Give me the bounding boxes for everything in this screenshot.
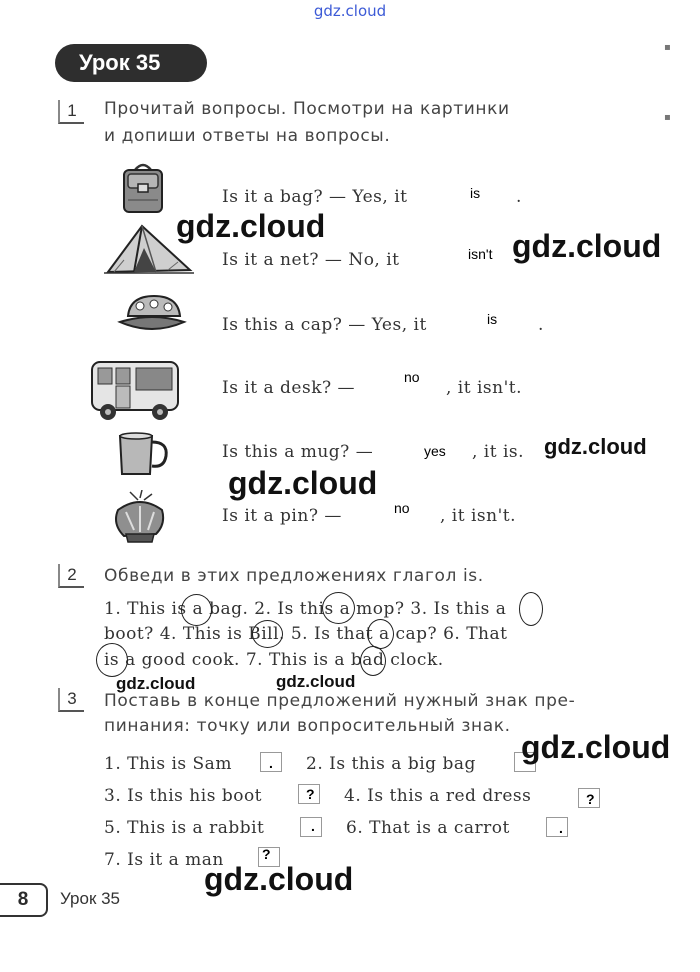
is-circle: [519, 592, 543, 626]
punctuation-answer: ?: [262, 846, 271, 862]
task2-number: 2: [58, 564, 84, 588]
watermark: gdz.cloud: [176, 208, 326, 244]
task2-line: 1. This is a bag. 2. Is this a mop? 3. Is this a: [104, 599, 507, 619]
task2-line: is a good cook. 7. This is a bad clock.: [104, 650, 444, 670]
watermark: gdz.cloud: [521, 729, 671, 765]
task1-instruction: Прочитай вопросы. Посмотри на картинки: [104, 99, 510, 119]
task2-instruction: Обведи в этих предложениях глагол is.: [104, 566, 484, 586]
task1-tail: , it is.: [472, 442, 525, 462]
punctuation-answer: ?: [586, 791, 595, 807]
edge-mark: ▪: [664, 42, 671, 53]
task2-line: boot? 4. This is Bill. 5. Is that a cap? 6. That: [104, 624, 508, 644]
task3-number: 3: [58, 688, 84, 712]
task3-sentence: 3. Is this his boot: [104, 786, 263, 806]
punctuation-answer: ?: [306, 786, 315, 802]
task3-sentence: 5. This is a rabbit: [104, 818, 265, 838]
task3-instruction: Поставь в конце предложений нужный знак пре-: [104, 691, 576, 711]
task3-instruction: пинания: точку или вопросительный знак.: [104, 716, 511, 736]
bag-picture: [118, 160, 168, 215]
lesson-title: Урок 35: [55, 44, 207, 82]
is-circle: [252, 620, 283, 648]
task1-answer: yes: [424, 443, 446, 459]
punctuation-answer: .: [311, 818, 315, 834]
task1-number: 1: [58, 100, 84, 124]
task1-question: Is it a net? — No, it: [222, 250, 400, 270]
watermark: gdz.cloud: [544, 434, 647, 459]
plant-picture: [110, 490, 170, 544]
task3-sentence: 6. That is a carrot: [346, 818, 510, 838]
task1-question: Is it a desk? —: [222, 378, 356, 398]
task1-question: Is it a bag? — Yes, it: [222, 187, 408, 207]
task1-question: Is this a cap? — Yes, it: [222, 315, 427, 335]
is-circle: [96, 643, 128, 677]
task1-tail: , it isn't.: [440, 506, 516, 526]
is-circle: [360, 646, 386, 676]
task1-tail: .: [516, 187, 522, 207]
task3-sentence: 2. Is this a big bag: [306, 754, 476, 774]
footer-lesson: Урок 35: [60, 889, 121, 908]
punctuation-answer: .: [559, 820, 563, 836]
task3-sentence: 7. Is it a man: [104, 850, 224, 870]
punctuation-box: [546, 817, 568, 837]
watermark: gdz.cloud: [512, 228, 662, 264]
task3-sentence: 4. Is this a red dress: [344, 786, 532, 806]
is-circle: [322, 592, 355, 624]
is-circle: [367, 619, 394, 649]
top-watermark: gdz.cloud: [313, 2, 387, 20]
task1-answer: is: [487, 311, 498, 327]
task1-question: Is it a pin? —: [222, 506, 342, 526]
task1-answer: no: [394, 500, 410, 516]
task3-sentence: 1. This is Sam: [104, 754, 232, 774]
task1-question: Is this a mug? —: [222, 442, 374, 462]
page-number: 8: [0, 883, 48, 917]
watermark: gdz.cloud: [228, 465, 378, 501]
edge-mark: ▪: [664, 112, 671, 123]
cap-picture: [116, 292, 188, 338]
watermark: gdz.cloud: [116, 674, 196, 693]
punctuation-answer: .: [269, 755, 273, 771]
task1-tail: .: [538, 315, 544, 335]
task1-answer: is: [470, 185, 481, 201]
bus-picture: [88, 356, 182, 422]
watermark: gdz.cloud: [204, 861, 354, 897]
mug-picture: [116, 430, 170, 478]
watermark: gdz.cloud: [276, 672, 356, 691]
is-circle: [181, 594, 212, 626]
task1-answer: isn't: [468, 246, 493, 262]
task1-tail: , it isn't.: [446, 378, 522, 398]
task1-answer: no: [404, 369, 420, 385]
task1-instruction: и допиши ответы на вопросы.: [104, 126, 391, 146]
